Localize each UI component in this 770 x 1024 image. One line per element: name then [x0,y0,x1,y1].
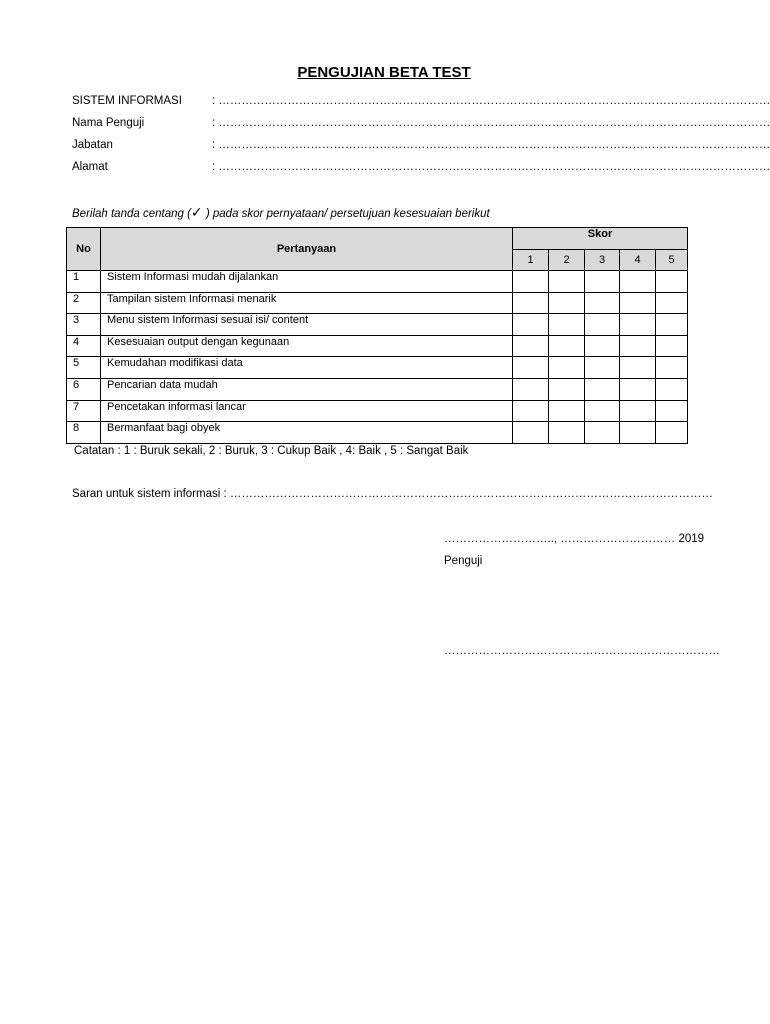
field-label: Nama Penguji [72,117,145,129]
score-cell[interactable] [585,378,620,400]
row-number: 3 [67,314,101,336]
field-label: Alamat [72,161,108,173]
score-cell[interactable] [585,271,620,293]
score-legend-note: Catatan : 1 : Buruk sekali, 2 : Buruk, 3 : Cukup Baik , 4: Baik , 5 : Sangat Baik [74,445,469,457]
row-question: Menu sistem Informasi sesuai isi/ content [101,314,513,336]
row-number: 5 [67,357,101,379]
header-score: Skor [513,228,688,250]
place-date-line[interactable]: ……………………….., ………………………… 2019 [444,533,705,545]
row-number: 2 [67,292,101,314]
score-cell[interactable] [549,357,585,379]
score-cell[interactable] [585,335,620,357]
score-cell[interactable] [549,378,585,400]
header-question: Pertanyaan [101,228,513,271]
header-no: No [67,228,101,271]
row-question: Kemudahan modifikasi data [101,357,513,379]
header-score-level: 3 [585,249,620,271]
table-row [67,314,688,336]
score-cell[interactable] [620,422,656,444]
table-row [67,422,688,444]
score-cell[interactable] [549,292,585,314]
header-score-level: 4 [620,249,656,271]
score-cell[interactable] [656,400,688,422]
score-cell[interactable] [656,314,688,336]
table-row [67,378,688,400]
field-value-blank[interactable]: : ……………………………………………………………………………………………………………………………… [212,139,770,151]
table-row [67,335,688,357]
score-cell[interactable] [620,400,656,422]
score-cell[interactable] [585,357,620,379]
question-rows [67,271,688,444]
score-cell[interactable] [585,400,620,422]
row-number: 1 [67,271,101,293]
score-cell[interactable] [620,357,656,379]
table-row [67,357,688,379]
score-cell[interactable] [513,378,549,400]
field-value-blank[interactable]: : ……………………………………………………………………………………………………………………………… [212,95,770,107]
score-cell[interactable] [620,292,656,314]
instruction-text [72,204,490,221]
questionnaire-table [66,227,688,444]
score-cell[interactable] [549,335,585,357]
score-cell[interactable] [549,422,585,444]
field-label: SISTEM INFORMASI [72,95,182,107]
score-cell[interactable] [656,271,688,293]
row-number: 8 [67,422,101,444]
tester-label: Penguji [444,555,483,567]
document-title: PENGUJIAN BETA TEST [297,64,471,81]
signature-line[interactable]: ……………………………………………………………… [444,645,720,657]
header-score-level: 2 [549,249,585,271]
score-cell[interactable] [513,271,549,293]
check-mark-icon: ✓ [190,204,203,220]
row-question: Pencarian data mudah [101,378,513,400]
score-cell[interactable] [656,422,688,444]
row-question: Bermanfaat bagi obyek [101,422,513,444]
row-question: Sistem Informasi mudah dijalankan [101,271,513,293]
instruction-before: Berilah tanda centang ( [72,208,191,220]
row-question: Tampilan sistem Informasi menarik [101,292,513,314]
header-score-level: 5 [656,249,688,271]
score-cell[interactable] [620,335,656,357]
row-number: 4 [67,335,101,357]
score-cell[interactable] [513,292,549,314]
table-row [67,271,688,293]
field-label: Jabatan [72,139,113,151]
row-question: Pencetakan informasi lancar [101,400,513,422]
score-cell[interactable] [585,314,620,336]
score-cell[interactable] [656,357,688,379]
score-cell[interactable] [549,314,585,336]
field-value-blank[interactable]: : ……………………………………………………………………………………………………………………………… [212,161,770,173]
score-cell[interactable] [513,314,549,336]
header-score-level: 1 [513,249,549,271]
score-cell[interactable] [620,314,656,336]
score-cell[interactable] [656,292,688,314]
table-row [67,292,688,314]
instruction-after: ) pada skor pernyataan/ persetujuan kesesuaian berikut [202,208,490,220]
score-cell[interactable] [620,378,656,400]
score-cell[interactable] [513,335,549,357]
table-row [67,400,688,422]
score-cell[interactable] [620,271,656,293]
row-question: Kesesuaian output dengan kegunaan [101,335,513,357]
score-cell[interactable] [585,292,620,314]
score-cell[interactable] [549,271,585,293]
row-number: 6 [67,378,101,400]
score-cell[interactable] [513,357,549,379]
score-cell[interactable] [549,400,585,422]
suggestion-line[interactable]: Saran untuk sistem informasi : ……………………………………………………………………………………………………………… [72,488,713,500]
row-number: 7 [67,400,101,422]
score-cell[interactable] [513,422,549,444]
field-value-blank[interactable]: : ……………………………………………………………………………………………………………………………… [212,117,770,129]
score-cell[interactable] [585,422,620,444]
score-cell[interactable] [656,335,688,357]
score-cell[interactable] [513,400,549,422]
score-cell[interactable] [656,378,688,400]
